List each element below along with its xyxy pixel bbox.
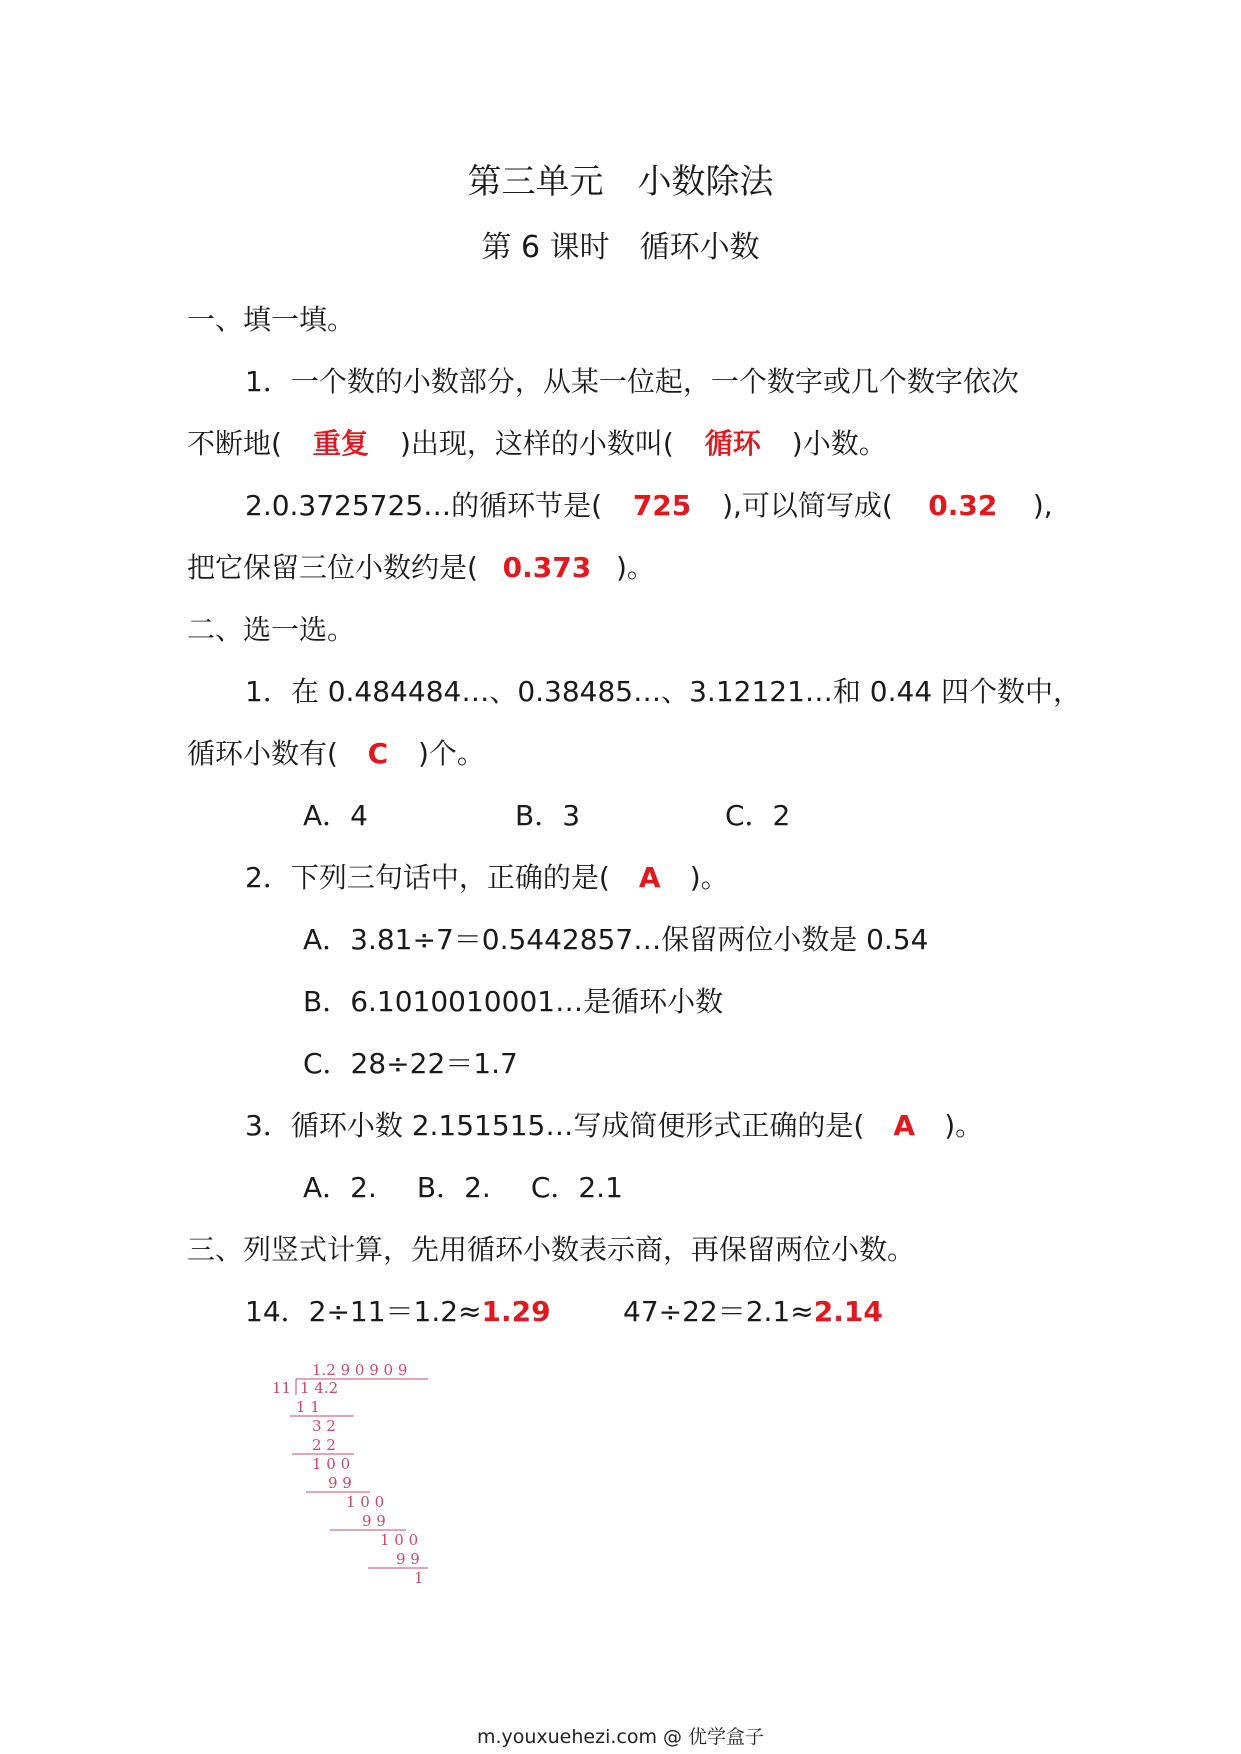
division-step: 1 0 0 [346,1493,385,1511]
s2-q2-stem [245,860,729,896]
s1-q2-text-c: ), [1032,489,1053,522]
division-divisor: 11 [272,1379,292,1397]
s1-q2-answer1: 725 [632,489,692,522]
s1-q1-answer2: 循环 [704,427,761,460]
s3-p2-answer: 2.14 [813,1295,883,1328]
division-step: 1 0 0 [380,1531,419,1549]
division-step: 9 9 [328,1474,352,1492]
s1-q2-text-d: 把它保留三位小数约是( [187,551,478,584]
s1-q2-answer3: 0.373 [502,551,592,584]
s2-q1-line1: 1．在 0.484484…、0.38485…、3.12121…和 0.44 四个数中， [245,675,1082,708]
s3-problem1 [245,1294,551,1330]
s2-q2-answer: A [638,861,661,894]
s3-p1-answer: 1.29 [481,1295,551,1328]
s1-q2-answer2: 0.32 [928,489,998,522]
s2-q2-option-b: B．6.1010010001…是循环小数 [303,985,724,1018]
s2-q1-text-b: )个。 [417,737,485,770]
s3-problem2 [623,1294,883,1330]
s2-q2-text-a: 2．下列三句话中，正确的是( [245,861,610,894]
long-division-work [270,1355,440,1595]
section1-heading: 一、填一填。 [187,303,356,336]
s1-q1-text-b: )出现，这样的小数叫( [399,427,674,460]
s2-q3-text-a: 3．循环小数 2.151515…写成简便形式正确的是( [245,1109,865,1142]
s2-q1-answer: C [367,737,389,770]
s2-q3-answer: A [893,1109,916,1142]
s2-q1-line2 [187,736,485,772]
s1-q1-line1: 1．一个数的小数部分，从某一位起，一个数字或几个数字依次 [245,365,1019,398]
s3-p2-text: 47÷22＝2.1≈ [623,1295,814,1328]
s1-q2-text-e: )。 [615,551,655,584]
division-quotient: 1.2 9 0 9 0 9 [312,1361,408,1379]
division-step: 2 2 [312,1436,336,1454]
s1-q1-answer1: 重复 [312,427,369,460]
s3-p1-text: 14．2÷11＝1.2≈ [245,1295,482,1328]
s1-q2-line1 [245,488,1053,524]
s1-q1-line2 [187,426,887,462]
footer-watermark: m.youxuehezi.com @ 优学盒子 [476,1726,765,1748]
section2-heading: 二、选一选。 [187,613,356,646]
s1-q1-text-a: 不断地( [187,427,282,460]
division-dividend: 1 4.2 [300,1379,339,1397]
s1-q1-text-c: )小数。 [791,427,887,460]
page-subtitle: 第 6 课时 循环小数 [481,230,760,265]
s2-q1-option-a: A．4 [303,799,368,832]
s2-q2-text-b: )。 [689,861,729,894]
s2-q1-text-a: 循环小数有( [187,737,338,770]
s2-q1-option-b: B．3 [515,799,581,832]
s2-q3-option-b: B．2. [416,1171,491,1204]
division-step: 1 0 0 [312,1455,351,1473]
s2-q2-option-c: C．28÷22＝1.7 [303,1047,518,1080]
division-step: 9 9 [362,1512,386,1530]
s2-q3-options [303,1170,623,1206]
s2-q3-stem [245,1108,983,1144]
page-title: 第三单元 小数除法 [467,162,774,202]
division-step: 1 [414,1569,424,1587]
section3-heading: 三、列竖式计算，先用循环小数表示商，再保留两位小数。 [187,1233,916,1266]
s2-q3-text-b: )。 [944,1109,984,1142]
division-step: 3 2 [312,1417,336,1435]
s1-q2-line2 [187,550,655,586]
s2-q3-option-a: A．2. [303,1171,377,1204]
division-step: 1 1 [296,1398,320,1416]
division-step: 9 9 [396,1550,420,1568]
s2-q2-option-a: A．3.81÷7＝0.5442857…保留两位小数是 0.54 [303,923,929,956]
s2-q1-option-c: C．2 [725,799,791,832]
s2-q3-option-c: C．2.1 [530,1171,623,1204]
s1-q2-text-a: 2.0.3725725…的循环节是( [245,489,603,522]
s1-q2-text-b: ),可以简写成( [722,489,893,522]
